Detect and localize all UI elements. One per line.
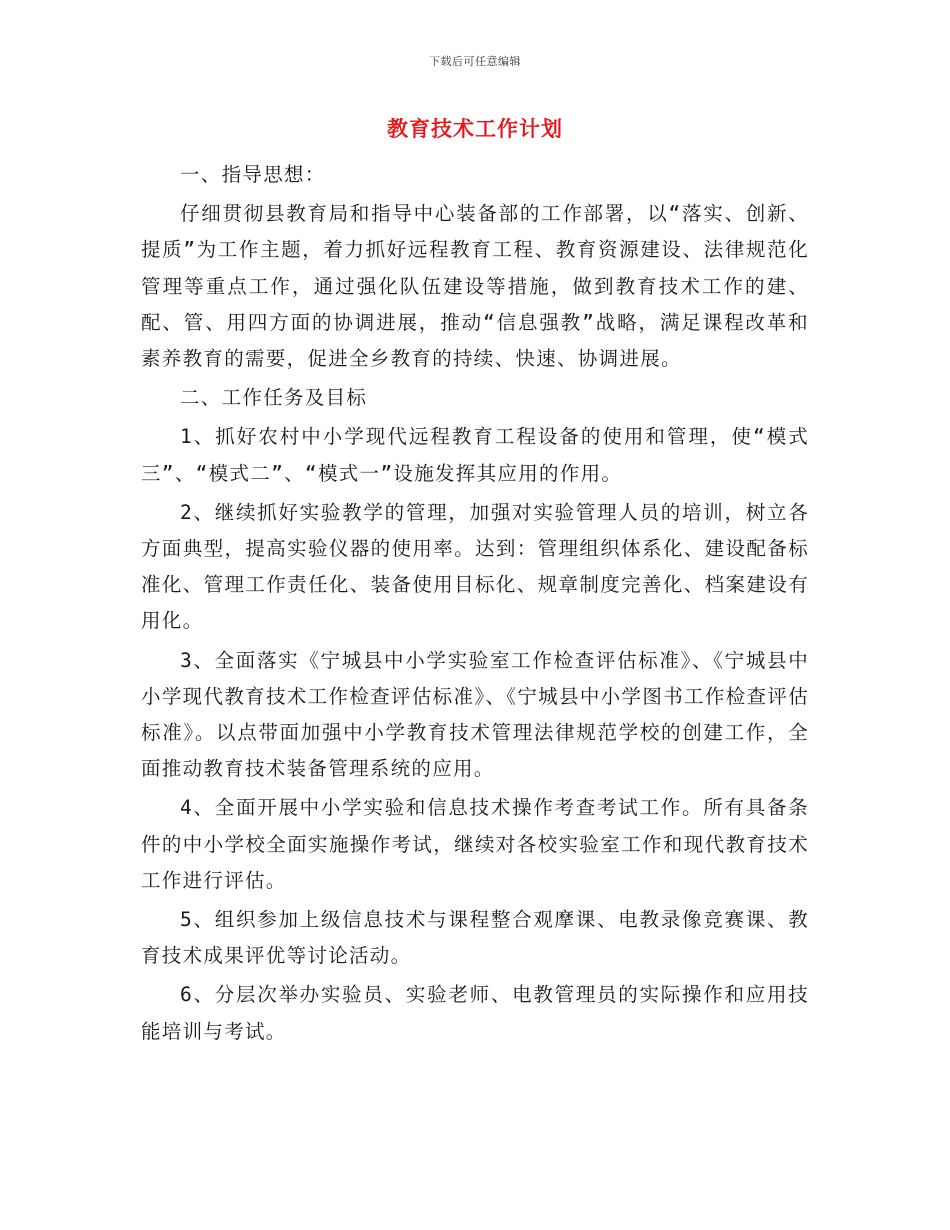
paragraph-guiding-ideology: 仔细贯彻县教育局和指导中心装备部的工作部署，以“落实、创新、提质”为工作主题，着力抓好远程教育工程、教育资源建设、法律规范化管理等重点工作，通过强化队伍建设等措施，做到教育技术工作的建、配、管、用四方面的协调进展，推动“信息强教”战略，满足课程改革和素养教育的需要，促进全乡教育的持续、快速、协调进展。	[141, 202, 809, 371]
task-item-6: 6、分层次举办实验员、实验老师、电教管理员的实际操作和应用技能培训与考试。	[141, 983, 809, 1043]
header-note: 下载后可任意编辑	[429, 55, 521, 68]
section-heading-tasks-goals: 二、工作任务及目标	[180, 386, 368, 410]
task-item-1: 1、抓好农村中小学现代远程教育工程设备的使用和管理，使“模式三”、“模式二”、“模式一”设施发挥其应用的作用。	[141, 425, 809, 485]
task-item-4: 4、全面开展中小学实验和信息技术操作考查考试工作。所有具备条件的中小学校全面实施操作考试，继续对各校实验室工作和现代教育技术工作进行评估。	[141, 796, 809, 892]
task-item-2: 2、继续抓好实验教学的管理，加强对实验管理人员的培训，树立各方面典型，提高实验仪器的使用率。达到：管理组织体系化、建设配备标准化、管理工作责任化、装备使用目标化、规章制度完善化、档案建设有用化。	[141, 500, 809, 633]
section-heading-guiding-ideology: 一、指导思想：	[180, 163, 326, 186]
task-item-5: 5、组织参加上级信息技术与课程整合观摩课、电教录像竞赛课、教育技术成果评优等讨论活动。	[141, 908, 809, 968]
document-body	[141, 157, 809, 1053]
document-title: 教育技术工作计划	[387, 117, 563, 141]
task-item-3: 3、全面落实《宁城县中小学实验室工作检查评估标准》、《宁城县中小学现代教育技术工作检查评估标准》、《宁城县中小学图书工作检查评估标准》。以点带面加强中小学教育技术管理法律规范学校的创建工作，全面推动教育技术装备管理系统的应用。	[141, 648, 809, 781]
